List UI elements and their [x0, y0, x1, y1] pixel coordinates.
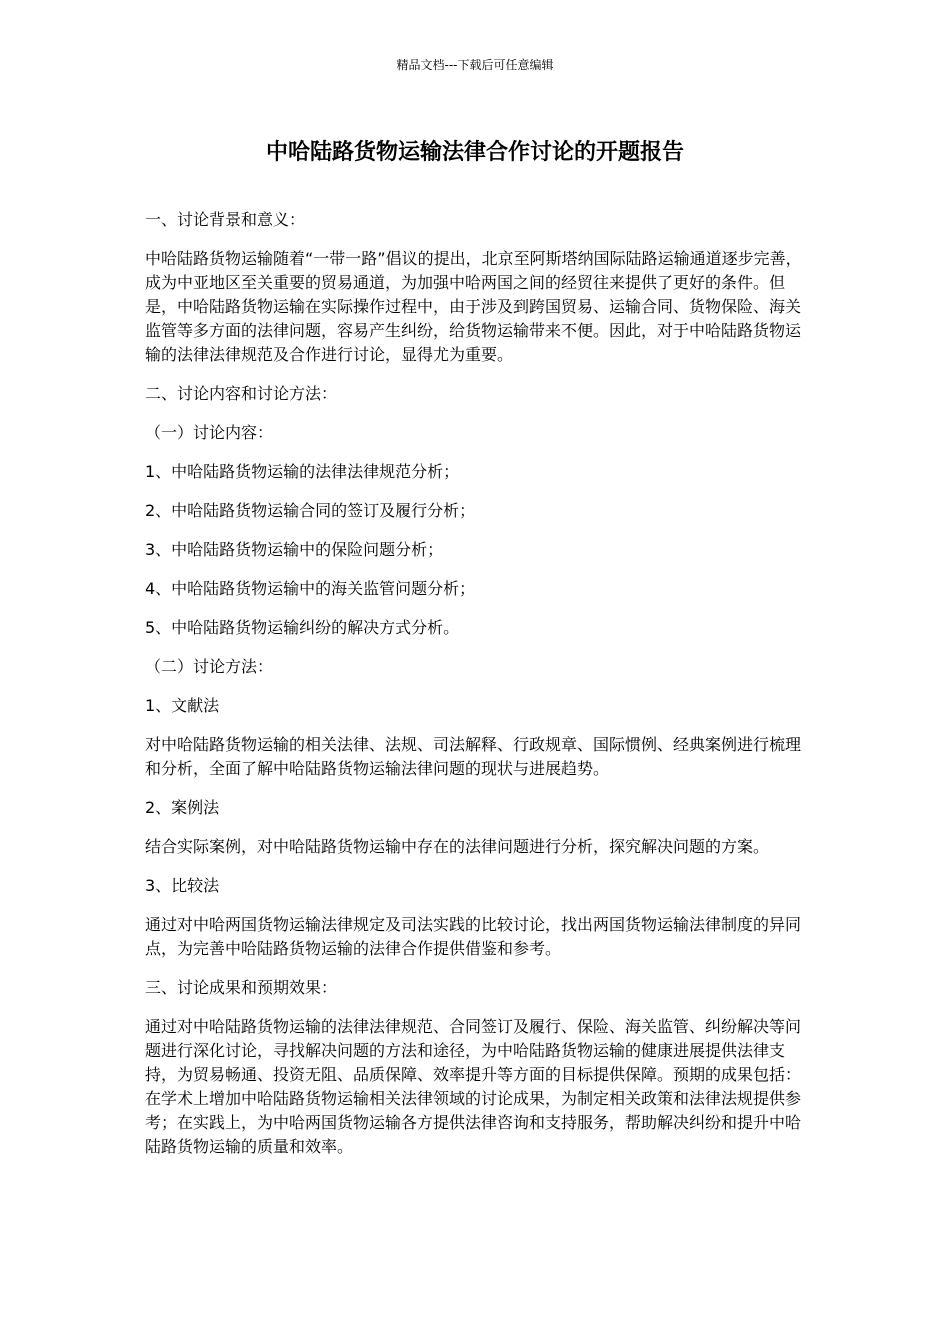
paragraph-literature: 对中哈陆路货物运输的相关法律、法规、司法解释、行政规章、国际惯例、经典案例进行梳理和分析，全面了解中哈陆路货物运输法律问题的现状与进展趋势。: [145, 735, 802, 778]
list-item: 4、中哈陆路货物运输中的海关监管问题分析；: [145, 579, 476, 598]
subsection-heading-content: （一）讨论内容：: [145, 423, 274, 442]
paragraph-case: 结合实际案例，对中哈陆路货物运输中存在的法律问题进行分析，探究解决问题的方案。: [145, 837, 770, 856]
paragraph-results: 通过对中哈陆路货物运输的法律法律规范、合同签订及履行、保险、海关监管、纠纷解决等问题进行深化讨论，寻找解决问题的方法和途径，为中哈陆路货物运输的健康进展提供法律支持，为贸易畅通、投资无阻、品质保障、效率提升等方面的目标提供保障。预期的成果包括：在学术上增加中哈陆路货物运输相关法律领域的讨论成果，为制定相关政策和法律法规提供参考；在实践上，为中哈两国货物运输各方提供法律咨询和支持服务，帮助解决纠纷和提升中哈陆路货物运输的质量和效率。: [145, 1017, 802, 1156]
section-heading-results: 三、讨论成果和预期效果：: [145, 978, 338, 997]
section-heading-background: 一、讨论背景和意义：: [145, 210, 306, 229]
paragraph-comparison: 通过对中哈两国货物运输法律规定及司法实践的比较讨论，找出两国货物运输法律制度的异同点，为完善中哈陆路货物运输的法律合作提供借鉴和参考。: [145, 915, 802, 958]
section-heading-content-method: 二、讨论内容和讨论方法：: [145, 384, 338, 403]
list-item: 3、中哈陆路货物运输中的保险问题分析；: [145, 540, 444, 559]
document-body: [145, 208, 805, 1174]
list-item: 2、中哈陆路货物运输合同的签订及履行分析；: [145, 501, 476, 520]
method-heading-case: 2、案例法: [145, 798, 220, 817]
list-item: 5、中哈陆路货物运输纠纷的解决方式分析。: [145, 618, 460, 637]
subsection-heading-method: （二）讨论方法：: [145, 657, 274, 676]
method-heading-comparison: 3、比较法: [145, 876, 220, 895]
list-item: 1、中哈陆路货物运输的法律法律规范分析；: [145, 462, 460, 481]
page-header: 精品文档---下载后可任意编辑: [396, 58, 554, 72]
paragraph-background: 中哈陆路货物运输随着“一带一路”倡议的提出，北京至阿斯塔纳国际陆路运输通道逐步完善，成为中亚地区至关重要的贸易通道，为加强中哈两国之间的经贸往来提供了更好的条件。但是，中哈陆路货物运输在实际操作过程中，由于涉及到跨国贸易、运输合同、货物保险、海关监管等多方面的法律问题，容易产生纠纷，给货物运输带来不便。因此，对于中哈陆路货物运输的法律法律规范及合作进行讨论，显得尤为重要。: [145, 249, 802, 364]
method-heading-literature: 1、文献法: [145, 696, 220, 715]
document-title: 中哈陆路货物运输法律合作讨论的开题报告: [265, 140, 684, 165]
